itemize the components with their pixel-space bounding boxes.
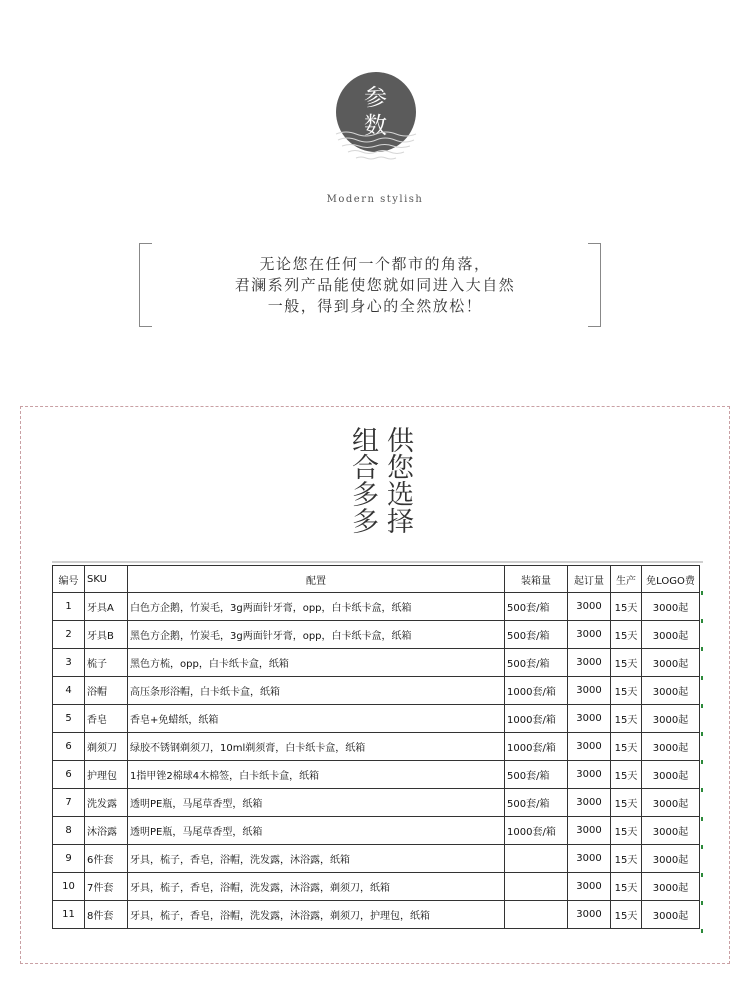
cell-pack (505, 873, 568, 901)
cell-id: 5 (53, 705, 85, 733)
cell-config: 黑色方企鹅，竹炭毛，3g两面针牙膏，opp，白卡纸卡盒，纸箱 (128, 621, 505, 649)
cell-production: 15天 (611, 593, 642, 621)
cell-production: 15天 (611, 789, 642, 817)
cell-config: 透明PE瓶，马尾草香型，纸箱 (128, 817, 505, 845)
header-production: 生产 (611, 566, 642, 593)
badge-char-2: 数 (364, 113, 388, 139)
table-row (53, 873, 700, 901)
cell-moq: 3000 (568, 733, 611, 761)
cell-sku: 6件套 (85, 845, 128, 873)
cell-moq: 3000 (568, 593, 611, 621)
cell-logo-fee: 3000起 (642, 677, 700, 705)
cell-id: 11 (53, 901, 85, 929)
cell-pack: 500套/箱 (505, 789, 568, 817)
cell-moq: 3000 (568, 761, 611, 789)
cell-id: 7 (53, 789, 85, 817)
table-header-row (53, 566, 700, 593)
cell-pack: 500套/箱 (505, 621, 568, 649)
cell-marker (701, 929, 703, 933)
product-spec-table (52, 565, 700, 929)
cell-config: 白色方企鹅，竹炭毛，3g两面针牙膏，opp，白卡纸卡盒，纸箱 (128, 593, 505, 621)
cell-production: 15天 (611, 817, 642, 845)
cell-logo-fee: 3000起 (642, 901, 700, 929)
cell-moq: 3000 (568, 705, 611, 733)
header-sku: SKU (85, 566, 128, 593)
cell-logo-fee: 3000起 (642, 705, 700, 733)
cell-sku: 沐浴露 (85, 817, 128, 845)
cell-pack: 500套/箱 (505, 649, 568, 677)
cell-production: 15天 (611, 873, 642, 901)
cell-marker (701, 901, 703, 905)
tagline: Modern stylish (326, 194, 424, 205)
cell-sku: 牙具B (85, 621, 128, 649)
cell-moq: 3000 (568, 677, 611, 705)
cell-marker (701, 704, 703, 708)
cell-id: 6 (53, 733, 85, 761)
cell-sku: 7件套 (85, 873, 128, 901)
table-row (53, 789, 700, 817)
table-row (53, 621, 700, 649)
cell-moq: 3000 (568, 845, 611, 873)
badge-char-1: 参 (364, 85, 388, 111)
cell-production: 15天 (611, 649, 642, 677)
table-row (53, 593, 700, 621)
cell-id: 9 (53, 845, 85, 873)
header-pack: 装箱量 (505, 566, 568, 593)
cell-config: 高压条形浴帽，白卡纸卡盒，纸箱 (128, 677, 505, 705)
cell-production: 15天 (611, 901, 642, 929)
cell-config: 绿胶不锈钢剃须刀，10ml剃须膏，白卡纸卡盒，纸箱 (128, 733, 505, 761)
cell-production: 15天 (611, 677, 642, 705)
cell-pack: 1000套/箱 (505, 705, 568, 733)
cell-moq: 3000 (568, 789, 611, 817)
quote-text (0, 254, 750, 317)
quote-line: 君澜系列产品能使您就如同进入大自然 (234, 276, 516, 294)
cell-config: 透明PE瓶，马尾草香型，纸箱 (128, 789, 505, 817)
section-title-left: 组合多多 (347, 426, 378, 534)
cell-moq: 3000 (568, 817, 611, 845)
header-moq: 起订量 (568, 566, 611, 593)
cell-id: 3 (53, 649, 85, 677)
cell-sku: 8件套 (85, 901, 128, 929)
cell-pack: 1000套/箱 (505, 733, 568, 761)
cell-id: 10 (53, 873, 85, 901)
cell-config: 黑色方梳，opp，白卡纸卡盒，纸箱 (128, 649, 505, 677)
cell-production: 15天 (611, 845, 642, 873)
cell-config: 牙具，梳子，香皂，浴帽，洗发露，沐浴露，剃须刀，纸箱 (128, 873, 505, 901)
cell-config: 牙具，梳子，香皂，浴帽，洗发露，沐浴露，剃须刀，护理包，纸箱 (128, 901, 505, 929)
cell-logo-fee: 3000起 (642, 761, 700, 789)
cell-logo-fee: 3000起 (642, 873, 700, 901)
table-row (53, 705, 700, 733)
cell-marker (701, 817, 703, 821)
table-row (53, 677, 700, 705)
cell-marker (701, 591, 703, 595)
cell-logo-fee: 3000起 (642, 649, 700, 677)
quote-line: 无论您在任何一个都市的角落， (259, 255, 491, 273)
cell-logo-fee: 3000起 (642, 817, 700, 845)
table-row (53, 901, 700, 929)
cell-production: 15天 (611, 761, 642, 789)
cell-config: 牙具，梳子，香皂，浴帽，洗发露，沐浴露，纸箱 (128, 845, 505, 873)
cell-pack: 500套/箱 (505, 593, 568, 621)
cell-logo-fee: 3000起 (642, 789, 700, 817)
cell-marker (701, 732, 703, 736)
cell-id: 1 (53, 593, 85, 621)
cell-sku: 浴帽 (85, 677, 128, 705)
section-title-right: 供您选择 (382, 426, 413, 534)
cell-moq: 3000 (568, 649, 611, 677)
table-row (53, 761, 700, 789)
cell-pack: 500套/箱 (505, 761, 568, 789)
wave-decoration (332, 128, 420, 168)
cell-id: 2 (53, 621, 85, 649)
cell-marker (701, 647, 703, 651)
cell-sku: 牙具A (85, 593, 128, 621)
table-row (53, 817, 700, 845)
cell-sku: 剃须刀 (85, 733, 128, 761)
cell-marker (701, 873, 703, 877)
cell-moq: 3000 (568, 901, 611, 929)
table-row (53, 733, 700, 761)
cell-sku: 香皂 (85, 705, 128, 733)
cell-sku: 护理包 (85, 761, 128, 789)
cell-logo-fee: 3000起 (642, 621, 700, 649)
cell-sku: 梳子 (85, 649, 128, 677)
cell-marker (701, 845, 703, 849)
cell-marker (701, 619, 703, 623)
cell-production: 15天 (611, 621, 642, 649)
cell-production: 15天 (611, 733, 642, 761)
cell-id: 8 (53, 817, 85, 845)
cell-config: 1指甲锉2棉球4木棉签，白卡纸卡盒，纸箱 (128, 761, 505, 789)
table-row (53, 649, 700, 677)
quote-line: 一般，得到身心的全然放松！ (267, 297, 483, 315)
cell-marker (701, 788, 703, 792)
cell-id: 6 (53, 761, 85, 789)
cell-moq: 3000 (568, 873, 611, 901)
header-logo-fee: 免LOGO费 (642, 566, 700, 593)
cell-moq: 3000 (568, 621, 611, 649)
cell-sku: 洗发露 (85, 789, 128, 817)
cell-pack (505, 901, 568, 929)
cell-pack: 1000套/箱 (505, 677, 568, 705)
table-row (53, 845, 700, 873)
cell-logo-fee: 3000起 (642, 845, 700, 873)
cell-pack (505, 845, 568, 873)
cell-production: 15天 (611, 705, 642, 733)
table-top-divider (52, 561, 703, 563)
cell-marker (701, 676, 703, 680)
cell-logo-fee: 3000起 (642, 733, 700, 761)
cell-marker (701, 760, 703, 764)
cell-pack: 1000套/箱 (505, 817, 568, 845)
cell-logo-fee: 3000起 (642, 593, 700, 621)
cell-config: 香皂+免蜡纸，纸箱 (128, 705, 505, 733)
header-config: 配置 (128, 566, 505, 593)
cell-id: 4 (53, 677, 85, 705)
header-id: 编号 (53, 566, 85, 593)
